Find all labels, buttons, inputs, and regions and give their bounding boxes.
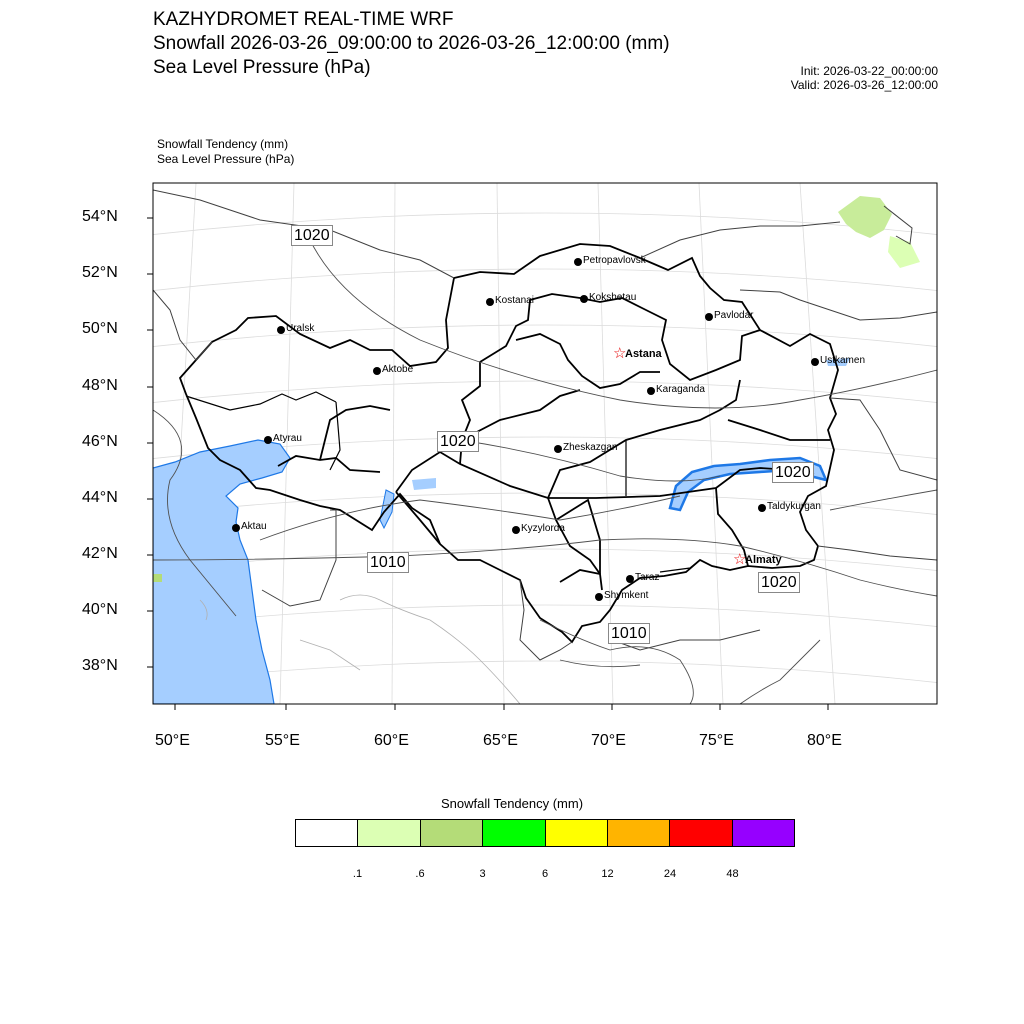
city-dot-icon <box>373 367 381 375</box>
isobar-label: 1010 <box>367 552 409 573</box>
city-label: Ustkamen <box>820 355 866 366</box>
city-label: Aktobe <box>382 364 414 375</box>
city-dot-icon <box>705 313 713 321</box>
capital-star-icon: ☆ <box>733 551 747 568</box>
city-dot-icon <box>811 358 819 366</box>
lon-label-70: 70°E <box>591 732 626 749</box>
colorbar-swatch <box>296 820 357 846</box>
title-line-3: Sea Level Pressure (hPa) <box>153 57 371 78</box>
city-dot-icon <box>758 504 766 512</box>
city-dot-icon <box>264 436 272 444</box>
colorbar-tick-label: 3 <box>479 868 486 880</box>
colorbar-tick-label: .6 <box>415 868 425 880</box>
colorbar-swatch <box>607 820 669 846</box>
city-label: Almaty <box>745 554 782 566</box>
city-label: Uralsk <box>286 323 315 334</box>
isobar-label: 1020 <box>772 462 814 483</box>
field-snowfall-label: Snowfall Tendency (mm) <box>157 137 289 151</box>
lat-label-54: 54°N <box>82 208 118 225</box>
lon-label-65: 65°E <box>483 732 518 749</box>
snowfall-patch-sw <box>153 574 162 582</box>
lat-label-48: 48°N <box>82 377 118 394</box>
city-label: Kyzylorda <box>521 523 565 534</box>
city-dot-icon <box>574 258 582 266</box>
city-dot-icon <box>626 575 634 583</box>
city-label: Aktau <box>241 521 267 532</box>
isobar-label: 1020 <box>291 225 333 246</box>
capital-star-icon: ☆ <box>613 345 627 362</box>
city-dot-icon <box>647 387 655 395</box>
city-label: Astana <box>625 348 662 360</box>
colorbar-tick-label: 48 <box>726 868 739 880</box>
city-label: Atyrau <box>273 433 302 444</box>
isobar-label: 1020 <box>758 572 800 593</box>
lat-label-52: 52°N <box>82 264 118 281</box>
colorbar-tick-label: .1 <box>352 868 363 880</box>
city-dot-icon <box>277 326 285 334</box>
colorbar-swatch <box>732 820 794 846</box>
city-dot-icon <box>554 445 562 453</box>
title-line-1: KAZHYDROMET REAL-TIME WRF <box>153 9 454 30</box>
colorbar-swatch <box>420 820 482 846</box>
city-label: Kostanai <box>495 295 534 306</box>
lon-label-50: 50°E <box>155 732 190 749</box>
lat-label-50: 50°N <box>82 320 118 337</box>
city-label: Petropavlovsk <box>583 255 646 266</box>
colorbar-tick-label: 24 <box>663 868 677 880</box>
colorbar-tick-label: 12 <box>601 868 614 880</box>
city-label: Shymkent <box>604 590 649 601</box>
colorbar-title: Snowfall Tendency (mm) <box>440 796 584 811</box>
lat-label-46: 46°N <box>82 433 118 450</box>
lon-label-75: 75°E <box>699 732 734 749</box>
isobar-label: 1010 <box>608 623 650 644</box>
lat-ticks <box>147 218 153 667</box>
lon-label-55: 55°E <box>265 732 300 749</box>
lat-label-40: 40°N <box>82 601 118 618</box>
colorbar-swatch <box>545 820 607 846</box>
lat-label-44: 44°N <box>82 489 118 506</box>
lon-label-60: 60°E <box>374 732 409 749</box>
map-area <box>140 183 950 704</box>
isobar-label: 1020 <box>437 431 479 452</box>
colorbar-swatch <box>357 820 419 846</box>
small-lake <box>412 478 436 490</box>
city-dot-icon <box>486 298 494 306</box>
lat-label-38: 38°N <box>82 657 118 674</box>
colorbar-swatch <box>669 820 731 846</box>
title-line-2: Snowfall 2026-03-26_09:00:00 to 2026-03-26_12:00:00 (mm) <box>153 33 670 54</box>
city-label: Taldykurgan <box>767 501 821 512</box>
city-dot-icon <box>232 524 240 532</box>
city-label: Pavlodar <box>714 310 754 321</box>
field-slp-label: Sea Level Pressure (hPa) <box>157 152 295 166</box>
lon-ticks <box>175 704 828 710</box>
city-label: Karaganda <box>656 384 705 395</box>
city-label: Zheskazgan <box>563 442 618 453</box>
city-label: Kokshetau <box>589 292 637 303</box>
lat-label-42: 42°N <box>82 545 118 562</box>
lon-label-80: 80°E <box>807 732 842 749</box>
city-dot-icon <box>512 526 520 534</box>
valid-time: Valid: 2026-03-26_12:00:00 <box>790 78 938 92</box>
colorbar-swatch <box>482 820 544 846</box>
colorbar <box>295 819 795 847</box>
city-dot-icon <box>580 295 588 303</box>
colorbar-tick-label: 6 <box>541 868 549 880</box>
city-dot-icon <box>595 593 603 601</box>
city-label: Taraz <box>635 572 660 583</box>
init-time: Init: 2026-03-22_00:00:00 <box>800 64 938 78</box>
